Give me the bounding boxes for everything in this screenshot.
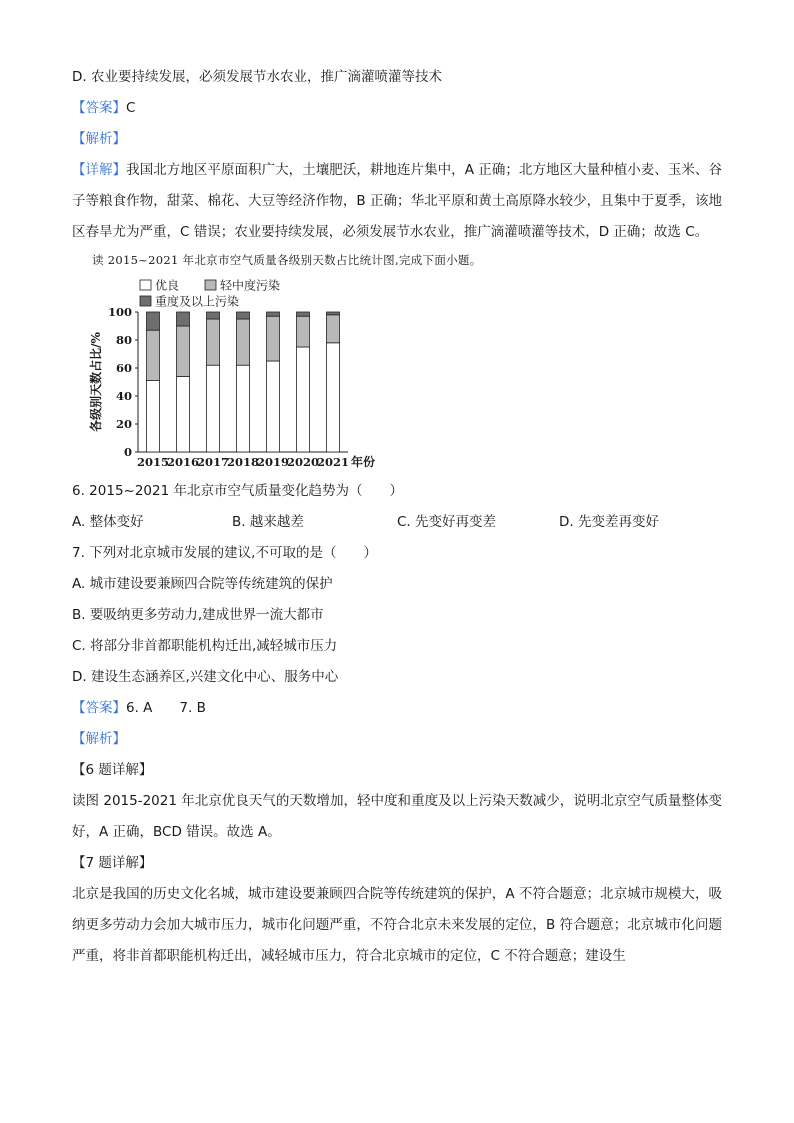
option-d: D. 农业要持续发展，必须发展节水农业，推广滴灌喷灌等技术: [72, 69, 442, 85]
q7-option-d: D. 建设生态涵养区,兴建文化中心、服务中心: [72, 669, 339, 685]
detail-text: 我国北方地区平原面积广大，土壤肥沃，耕地连片集中，A 正确；北方地区大量种植小麦、玉米、谷子等粮食作物，甜菜、棉花、大豆等经济作物，B 正确；华北平原和黄土高原降水较少，且集中于夏季，该地区春旱尤为严重，C 错误；农业要持续发展，必须发展节水农业，推广滴灌喷灌等技术，D 正确；故选 C。: [72, 162, 722, 240]
x-tick-label: 2015: [136, 455, 170, 469]
y-tick-label: 0: [123, 445, 132, 459]
bar-segment-3: [207, 312, 220, 319]
bar-segment-3: [267, 312, 280, 316]
x-tick-label: 2017: [196, 455, 230, 469]
bar-segment-1: [267, 361, 280, 452]
q6-option-c: C. 先变好再变差: [397, 514, 497, 530]
document-page: [72, 62, 722, 972]
q6-option-a: A. 整体变好: [72, 514, 144, 530]
q6-stem: 6. 2015~2021 年北京市空气质量变化趋势为（ ）: [72, 483, 403, 499]
q6-detail-tag: 【6 题详解】: [72, 762, 153, 778]
bar-segment-1: [327, 343, 340, 452]
answer-tag: 【答案】: [72, 100, 126, 116]
answer-line: [72, 93, 722, 124]
bar-segment-3: [327, 312, 340, 315]
bar-segment-1: [147, 381, 160, 452]
bar-segment-3: [147, 312, 160, 330]
bar-segment-1: [177, 376, 190, 452]
y-tick-label: 100: [107, 305, 132, 319]
bar-segment-3: [297, 312, 310, 316]
bar-segment-2: [327, 315, 340, 343]
y-tick-label: 20: [115, 417, 132, 431]
q6-option-d: D. 先变差再变好: [559, 514, 659, 530]
y-tick-label: 40: [115, 389, 132, 403]
bar-segment-2: [237, 319, 250, 365]
bar-segment-1: [297, 347, 310, 452]
q6-option-b: B. 越来越差: [232, 514, 304, 530]
legend-swatch: [140, 296, 151, 306]
y-tick-label: 80: [115, 333, 132, 347]
x-tick-label: 2020: [286, 455, 320, 469]
q7-option-c: C. 将部分非首都职能机构迁出,减轻城市压力: [72, 638, 338, 654]
detail-paragraph: [72, 155, 722, 248]
answer2-line: [72, 693, 722, 724]
chart-container: [78, 274, 378, 470]
analysis-tag: 【解析】: [72, 131, 126, 147]
q7-option-b: B. 要吸纳更多劳动力,建成世界一流大都市: [72, 607, 324, 623]
legend-label: 轻中度污染: [220, 278, 281, 293]
q7-stem: 7. 下列对北京城市发展的建议,不可取的是（ ）: [72, 545, 377, 561]
bar-segment-2: [297, 316, 310, 347]
q7-detail-text: 北京是我国的历史文化名城，城市建设要兼顾四合院等传统建筑的保护，A 不符合题意；北京城市规模大，吸纳更多劳动力会加大城市压力，城市化问题严重，不符合北京未来发展的定位，B 符合题意；北京城市化问题严重，将非首都职能机构迁出，减轻城市压力，符合北京城市的定位，C 不符合题意；建设生: [72, 886, 722, 964]
x-tick-label: 2019: [256, 455, 290, 469]
x-tick-label: 2021: [316, 455, 350, 469]
q7-option-a: A. 城市建设要兼顾四合院等传统建筑的保护: [72, 576, 333, 592]
bar-segment-1: [237, 365, 250, 452]
x-tick-label: 2016: [166, 455, 200, 469]
legend-label: 重度及以上污染: [155, 294, 240, 309]
legend-swatch: [205, 280, 216, 290]
answer2-tag: 【答案】: [72, 700, 126, 716]
analysis2-tag: 【解析】: [72, 731, 126, 747]
y-axis-label: 各级别天数占比/%: [89, 332, 103, 432]
y-tick-label: 60: [115, 361, 132, 375]
bar-segment-2: [207, 319, 220, 365]
bar-segment-1: [207, 365, 220, 452]
q7-detail-tag: 【7 题详解】: [72, 855, 153, 871]
q6-detail-text: 读图 2015-2021 年北京优良天气的天数增加，轻中度和重度及以上污染天数减少，说明北京空气质量整体变好，A 正确，BCD 错误。故选 A。: [72, 793, 722, 840]
bar-segment-3: [177, 312, 190, 326]
bar-segment-3: [237, 312, 250, 319]
bar-segment-2: [147, 330, 160, 380]
q6-options: [72, 507, 722, 538]
x-axis-label: 年份: [351, 455, 376, 469]
answer2-value: 6. A 7. B: [126, 700, 206, 716]
stacked-bar-chart: [78, 274, 378, 470]
detail-tag: 【详解】: [72, 162, 127, 178]
x-tick-label: 2018: [226, 455, 260, 469]
figure-caption: 读 2015~2021 年北京市空气质量各级别天数占比统计图,完成下面小题。: [92, 253, 482, 267]
bar-segment-2: [267, 316, 280, 361]
bar-segment-2: [177, 326, 190, 376]
answer-value: C: [126, 100, 136, 116]
legend-label: 优良: [155, 278, 180, 293]
legend-swatch: [140, 280, 151, 290]
